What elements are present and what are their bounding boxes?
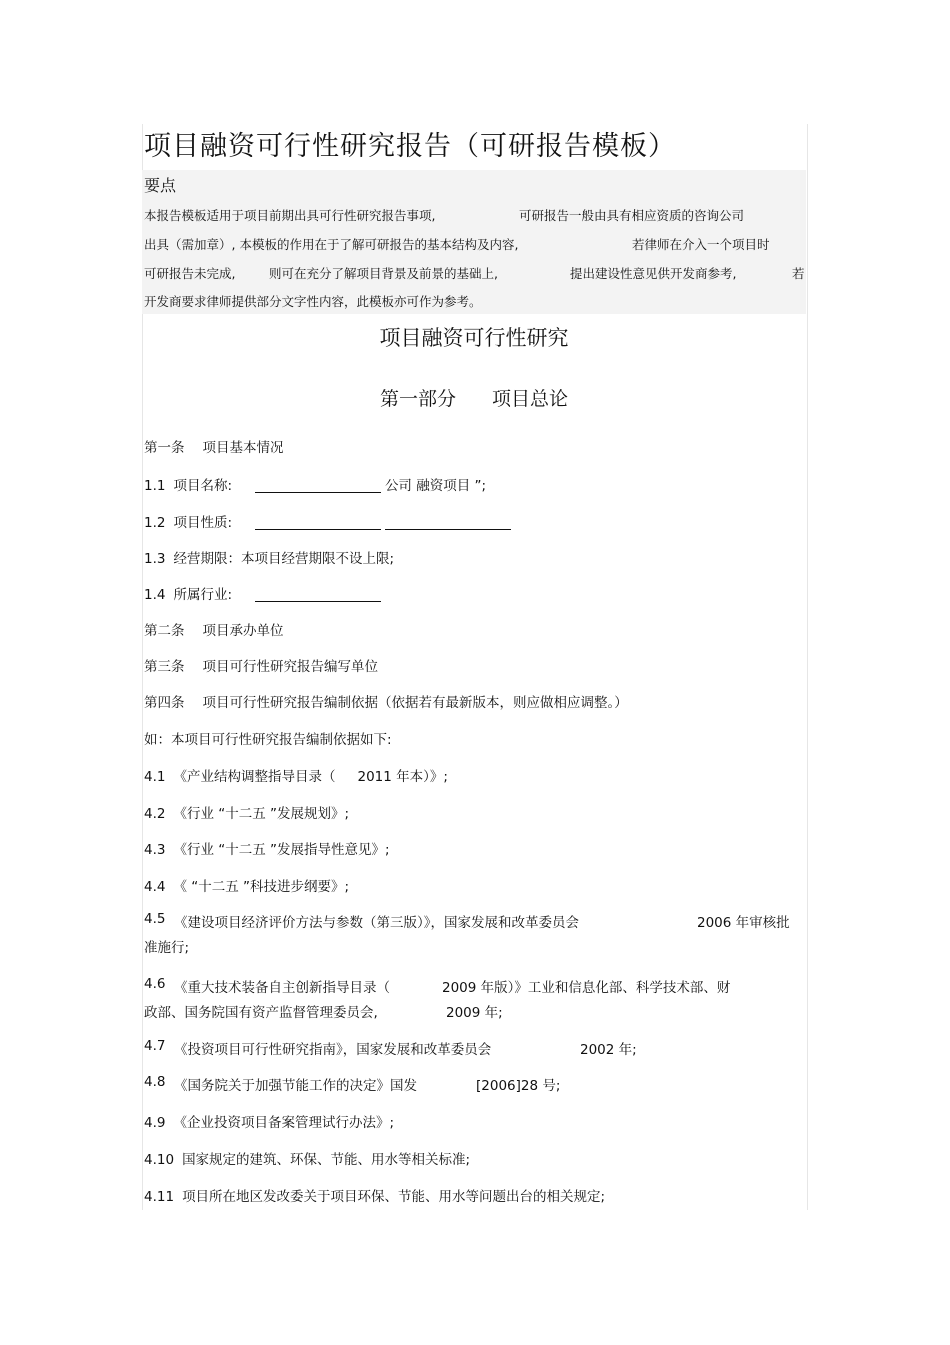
blank-line — [385, 515, 511, 530]
part-number: 第一部分 — [379, 388, 456, 410]
item-number: 4.8 — [144, 1074, 166, 1090]
summary-text: 提出建设性意见供开发商参考, — [570, 266, 737, 281]
article-number: 第四条 — [144, 695, 185, 711]
summary-text: 可研报告未完成, — [144, 266, 236, 281]
item-text: 2002 年; — [580, 1042, 637, 1058]
item-number: 4.11 — [144, 1189, 175, 1205]
item-text: 《投资项目可行性研究指南》，国家发展和改革委员会 — [174, 1042, 492, 1058]
article-3 — [144, 655, 378, 675]
item-label: 项目性质: — [173, 515, 233, 531]
item-number: 4.3 — [144, 842, 166, 858]
summary-text: 则可在充分了解项目背景及前景的基础上, — [269, 266, 498, 281]
summary-text: 若 — [792, 266, 805, 281]
item-number: 4.4 — [144, 879, 166, 895]
basis-item-4-3 — [144, 838, 390, 858]
item-number: 4.6 — [144, 976, 166, 992]
basis-item-4-10 — [144, 1148, 470, 1168]
item-text: 国家规定的建筑、环保、节能、用水等相关标准; — [182, 1152, 471, 1168]
summary-text: 出具（需加章）, 本模板的作用在于了解可研报告的基本结构及内容, — [144, 237, 519, 252]
item-1-1 — [144, 474, 486, 494]
item-number: 4.10 — [144, 1152, 175, 1168]
basis-item-4-2 — [144, 802, 349, 822]
item-number: 1.4 — [144, 587, 166, 603]
item-label: 项目名称: — [173, 478, 233, 494]
item-text: 《 “十二五 ”科技进步纲要》; — [173, 879, 350, 895]
item-text: 《建设项目经济评价方法与参数（第三版）》，国家发展和改革委员会 — [174, 915, 579, 931]
basis-item-4-6 — [144, 976, 806, 1024]
basis-item-4-11 — [144, 1185, 605, 1205]
article-title: 项目可行性研究报告编制依据（依据若有最新版本，则应做相应调整。） — [202, 695, 628, 711]
document-title: 项目融资可行性研究报告（可研报告模板） — [144, 131, 676, 162]
article-number: 第二条 — [144, 623, 185, 639]
item-text: 2009 年; — [446, 1005, 503, 1021]
item-text: 2006 年审核批 — [697, 915, 790, 931]
basis-item-4-1 — [144, 765, 448, 785]
article-number: 第三条 — [144, 659, 185, 675]
article-2 — [144, 619, 284, 639]
article-title: 项目可行性研究报告编写单位 — [202, 659, 378, 675]
item-text: 准施行; — [144, 940, 190, 956]
summary-text: 可研报告一般由具有相应资质的咨询公司 — [519, 208, 745, 223]
item-text: 《行业 “十二五 ”发展指导性意见》; — [173, 842, 390, 858]
item-number: 4.2 — [144, 806, 166, 822]
part-title: 项目总论 — [492, 388, 569, 410]
basis-item-4-8 — [144, 1074, 806, 1096]
item-text: 项目所在地区发改委关于项目环保、节能、用水等问题出台的相关规定; — [182, 1189, 606, 1205]
basis-intro: 如：本项目可行性研究报告编制依据如下: — [144, 732, 392, 748]
section-heading: 项目融资可行性研究 — [379, 326, 569, 350]
item-text: 《国务院关于加强节能工作的决定》国发 — [174, 1078, 417, 1094]
item-text: 《产业结构调整指导目录（ — [173, 769, 336, 785]
article-number: 第一条 — [144, 440, 185, 456]
part-heading — [142, 384, 806, 411]
item-suffix: 公司 融资项目 ”; — [384, 478, 487, 494]
summary-text: 开发商要求律师提供部分文字性内容，此模板亦可作为参考。 — [144, 294, 482, 309]
blank-line — [255, 587, 381, 602]
summary-text: 若律师在介入一个项目时 — [632, 237, 770, 252]
summary-heading: 要点 — [144, 176, 177, 195]
blank-line — [255, 478, 381, 493]
item-number: 1.3 — [144, 551, 166, 567]
item-text: 2009 年版）》工业和信息化部、科学技术部、财 — [442, 980, 731, 996]
item-text: 2011 年本）》; — [357, 769, 448, 785]
basis-item-4-5 — [144, 911, 806, 959]
item-number: 1.1 — [144, 478, 166, 494]
item-text: 《重大技术装备自主创新指导目录（ — [174, 980, 390, 996]
item-text: 《行业 “十二五 ”发展规划》; — [173, 806, 350, 822]
basis-item-4-4 — [144, 875, 349, 895]
item-number: 4.1 — [144, 769, 166, 785]
item-number: 1.2 — [144, 515, 166, 531]
item-1-3 — [144, 547, 394, 567]
item-1-4 — [144, 583, 381, 603]
basis-item-4-9 — [144, 1111, 394, 1131]
basis-item-4-7 — [144, 1038, 806, 1060]
item-1-2 — [144, 511, 511, 531]
item-text: 《企业投资项目备案管理试行办法》; — [173, 1115, 395, 1131]
article-1 — [144, 436, 284, 456]
article-title: 项目基本情况 — [202, 440, 284, 456]
item-text: 政部、国务院国有资产监督管理委员会, — [144, 1005, 378, 1021]
article-4 — [144, 691, 628, 711]
item-number: 4.5 — [144, 911, 166, 927]
item-text: [2006]28 号; — [476, 1078, 561, 1094]
blank-line — [255, 515, 381, 530]
item-number: 4.9 — [144, 1115, 166, 1131]
item-label: 所属行业: — [173, 587, 233, 603]
item-text: 经营期限：本项目经营期限不设上限; — [173, 551, 395, 567]
item-number: 4.7 — [144, 1038, 166, 1054]
summary-text: 本报告模板适用于项目前期出具可行性研究报告事项, — [144, 208, 436, 223]
article-title: 项目承办单位 — [202, 623, 284, 639]
